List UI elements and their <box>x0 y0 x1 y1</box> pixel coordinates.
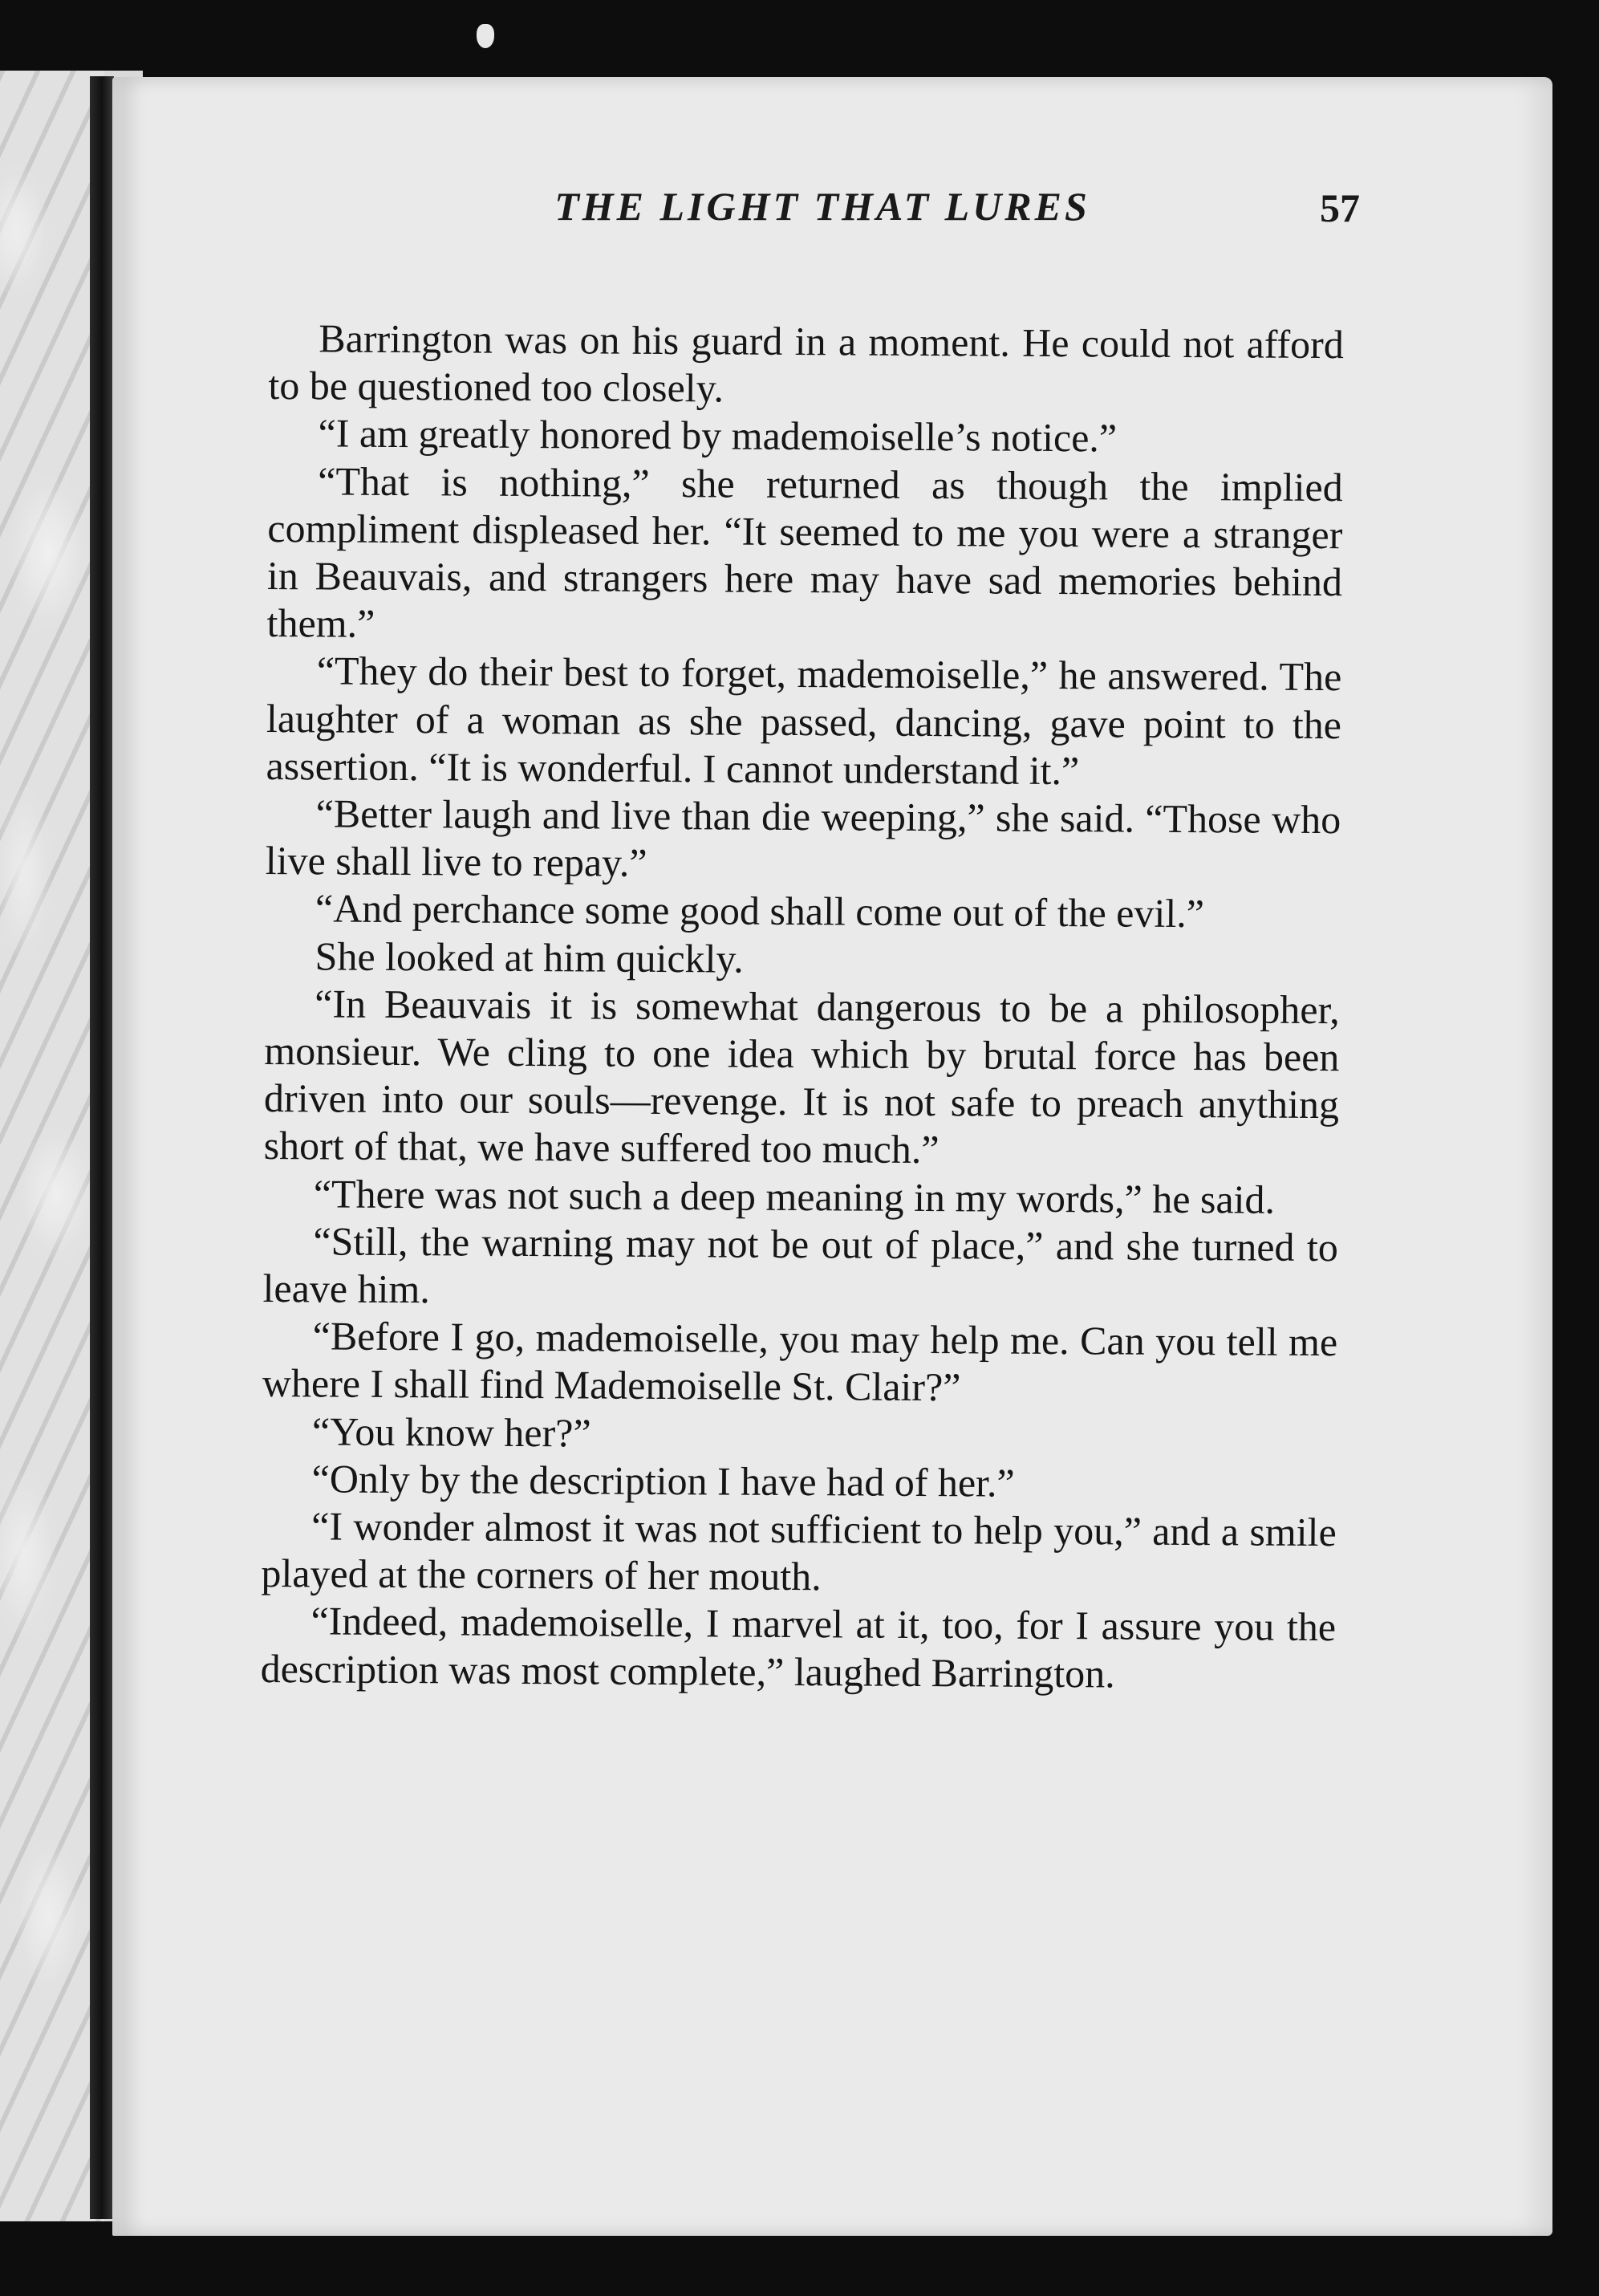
paragraph: “That is nothing,” she returned as though the implied compliment displeased her. “It seemed to me you were a stranger in Beauvais, and strangers here may have sad memories behind them.” <box>266 457 1343 647</box>
book-gutter <box>90 76 114 2219</box>
paragraph: “Indeed, mademoiselle, I marvel at it, too, for I assure you the description was most complete,” laughed Barrington. <box>260 1598 1337 1697</box>
page-header <box>401 183 1360 255</box>
scan-artifact-mark <box>477 24 494 48</box>
paragraph: She looked at him quickly. <box>315 933 744 981</box>
paragraph: “In Beauvais it is somewhat dangerous to be a philosopher, monsieur. We cling to one idea which by brutal force has been driven into our souls—revenge. It is not safe to preach anything short of that, we have suffered too much.” <box>263 981 1340 1172</box>
paragraph: “You know her?” <box>311 1408 591 1456</box>
paragraph: “I wonder almost it was not sufficient to help you,” and a smile played at the corners of her mouth. <box>261 1503 1337 1599</box>
paragraph: “And perchance some good shall come out of the evil.” <box>315 885 1205 937</box>
endpaper-pattern <box>0 71 104 2221</box>
paragraph: “Only by the description I have had of her.” <box>311 1456 1015 1506</box>
paragraph: “I am greatly honored by mademoiselle’s notice.” <box>318 410 1118 461</box>
body-text <box>261 315 1344 1699</box>
paragraph: “Better laugh and live than die weeping,” she said. “Those who live shall live to repay.” <box>265 790 1341 886</box>
paragraph: “There was not such a deep meaning in my words,” he said. <box>313 1171 1276 1222</box>
paragraph: “Before I go, mademoiselle, you may help me. Can you tell me where I shall find Mademoiselle St. Clair?” <box>262 1313 1338 1410</box>
paragraph: Barrington was on his guard in a moment. He could not afford to be questioned too closely. <box>268 315 1344 411</box>
scan-bottom-edge <box>112 2236 1552 2296</box>
paragraph: “They do their best to forget, mademoiselle,” he answered. The laughter of a woman as she passed, dancing, gave point to the assertion. “It is wonderful. I cannot understand it.” <box>266 648 1342 794</box>
paragraph: “Still, the warning may not be out of place,” and she turned to leave him. <box>262 1218 1339 1312</box>
page-number: 57 <box>1320 185 1360 230</box>
running-title: THE LIGHT THAT LURES <box>554 184 1090 229</box>
